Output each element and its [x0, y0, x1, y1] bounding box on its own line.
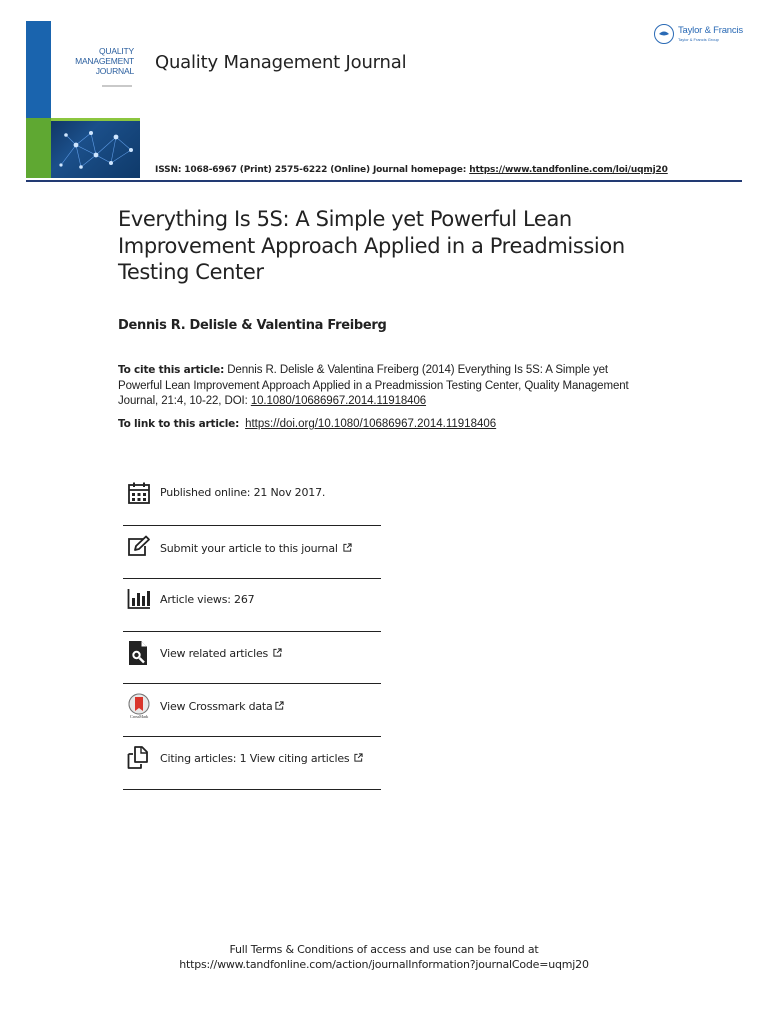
row-divider [123, 578, 381, 579]
article-views-row [123, 587, 381, 611]
citing-articles-row[interactable] [123, 745, 381, 771]
publisher-group: Taylor & Francis Group [678, 37, 719, 42]
related-articles-row[interactable] [123, 640, 381, 666]
row-divider [123, 683, 381, 684]
citation-label: To cite this article: [118, 364, 225, 376]
published-online-label: Published online: 21 Nov 2017. [160, 486, 326, 499]
network-nodes-icon [56, 125, 136, 173]
journal-title: Quality Management Journal [155, 52, 407, 73]
citing-articles-label[interactable]: Citing articles: 1 View citing articles [160, 752, 363, 765]
row-divider [123, 631, 381, 632]
citation-text: Dennis R. Delisle & Valentina Freiberg (2014) Everything Is 5S: A Simple yet Powerful Lean Improvement Approach Applied in a Preadmission Testing Center, Quality Management Journal, 21:4, 10-22, DOI: [118, 364, 629, 407]
submit-article-row[interactable] [123, 535, 381, 559]
article-doi-link[interactable]: https://doi.org/10.1080/10686967.2014.11918406 [245, 418, 497, 430]
journal-homepage-link[interactable]: https://www.tandfonline.com/loi/uqmj20 [469, 165, 668, 175]
issn-line [155, 165, 668, 175]
article-views-label: Article views: 267 [160, 593, 255, 606]
external-link-icon [275, 701, 284, 710]
calendar-icon [127, 481, 151, 505]
footer-terms-link[interactable]: https://www.tandfonline.com/action/journalInformation?journalCode=uqmj20 [179, 958, 589, 971]
external-link-icon [354, 753, 363, 762]
citation-block [118, 363, 638, 410]
footer-line-1: Full Terms & Conditions of access and use can be found at [229, 943, 539, 956]
bar-chart-icon [127, 587, 151, 611]
publisher-name: Taylor & Francis [678, 25, 743, 36]
crossmark-row[interactable] [123, 693, 381, 721]
external-link-icon [273, 648, 282, 657]
row-divider [123, 789, 381, 790]
external-link-icon [343, 543, 352, 552]
edit-icon [127, 535, 151, 559]
article-title: Everything Is 5S: A Simple yet Powerful Lean Improvement Approach Applied in a Preadmission Testing Center [118, 207, 625, 284]
article-link-block [118, 418, 496, 430]
document-search-icon [127, 640, 151, 666]
cover-green-stripe [51, 118, 140, 121]
citation-doi-link[interactable]: 10.1080/10686967.2014.11918406 [250, 395, 427, 407]
journal-cover-image [26, 21, 140, 178]
row-divider [123, 736, 381, 737]
submit-article-label[interactable]: Submit your article to this journal [160, 542, 352, 555]
published-online-row [123, 481, 381, 505]
cover-title: QUALITY MANAGEMENT JOURNAL [75, 46, 134, 76]
crossmark-icon [127, 693, 151, 721]
header-divider [26, 180, 742, 182]
related-articles-label[interactable]: View related articles [160, 647, 282, 660]
citing-articles-icon [127, 745, 151, 769]
link-label: To link to this article: [118, 418, 240, 430]
crossmark-label[interactable]: View Crossmark data [160, 700, 284, 713]
crossmark-caption: CrossMark [129, 714, 149, 719]
footer-terms [0, 942, 768, 972]
cover-spine-green [26, 118, 51, 178]
cover-small-print [102, 85, 132, 87]
row-divider [123, 525, 381, 526]
issn-text: ISSN: 1068-6967 (Print) 2575-6222 (Online) Journal homepage: [155, 165, 470, 175]
article-authors: Dennis R. Delisle & Valentina Freiberg [118, 318, 387, 333]
publisher-logo-icon [654, 24, 674, 44]
